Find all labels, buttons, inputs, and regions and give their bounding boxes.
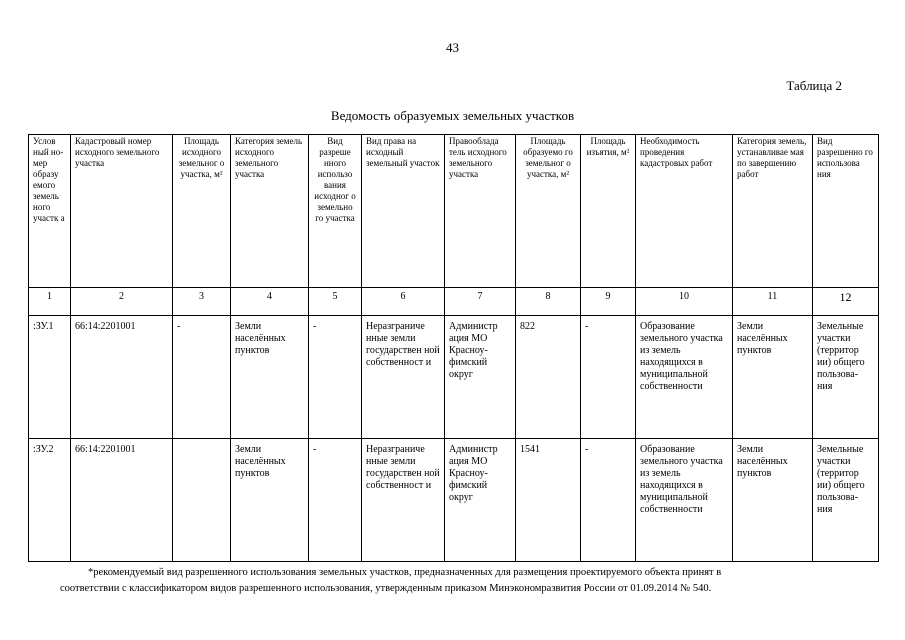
column-number: 10 bbox=[636, 288, 733, 316]
header-cell: Необходимость проведения кадастровых работ bbox=[636, 135, 733, 288]
land-plots-table bbox=[28, 134, 879, 562]
column-number: 8 bbox=[516, 288, 581, 316]
column-number: 6 bbox=[362, 288, 445, 316]
new-area-cell: 822 bbox=[516, 316, 581, 439]
source-area-cell bbox=[173, 439, 231, 562]
source-area-cell: - bbox=[173, 316, 231, 439]
table-row bbox=[29, 316, 879, 439]
column-number: 12 bbox=[813, 288, 879, 316]
right-type-cell: Неразграниче нные земли государствен ной собственност и bbox=[362, 316, 445, 439]
permitted-use-cell: Земельные участки (территор ии) общего пользова- ния bbox=[813, 316, 879, 439]
source-use-cell: - bbox=[309, 439, 362, 562]
permitted-use-cell: Земельные участки (территор ии) общего пользова- ния bbox=[813, 439, 879, 562]
header-cell: Категория земель, устанавливае мая по завершению работ bbox=[733, 135, 813, 288]
header-cell: Кадастровый номер исходного земельного участка bbox=[71, 135, 173, 288]
column-number: 7 bbox=[445, 288, 516, 316]
column-number: 2 bbox=[71, 288, 173, 316]
cadastral-works-cell: Образование земельного участка из земель находящихся в муниципальной собственности bbox=[636, 439, 733, 562]
seized-area-cell: - bbox=[581, 439, 636, 562]
plot-id-cell: :ЗУ.2 bbox=[29, 439, 71, 562]
header-cell: Услов ный но- мер образу емого земель ного участк а bbox=[29, 135, 71, 288]
column-number: 4 bbox=[231, 288, 309, 316]
column-number: 9 bbox=[581, 288, 636, 316]
header-cell: Площадь образуемо го земельног о участка, м² bbox=[516, 135, 581, 288]
table-label: Таблица 2 bbox=[786, 78, 842, 93]
plot-id-cell: :ЗУ.1 bbox=[29, 316, 71, 439]
seized-area-cell: - bbox=[581, 316, 636, 439]
column-number-row bbox=[29, 288, 879, 316]
category-after-cell: Земли населённых пунктов bbox=[733, 316, 813, 439]
page-number: 43 bbox=[446, 40, 459, 55]
header-cell: Площадь исходного земельног о участка, м² bbox=[173, 135, 231, 288]
column-number: 5 bbox=[309, 288, 362, 316]
document-title: Ведомость образуемых земельных участков bbox=[330, 108, 575, 123]
source-use-cell: - bbox=[309, 316, 362, 439]
cadastral-number-cell: 66:14:2201001 bbox=[71, 439, 173, 562]
right-type-cell: Неразграниче нные земли государствен ной собственност и bbox=[362, 439, 445, 562]
header-cell: Вид разрешенно го использова ния bbox=[813, 135, 879, 288]
header-cell: Вид права на исходный земельный участок bbox=[362, 135, 445, 288]
footnote-line: соответствии с классификатором видов разрешенного использования, утвержденным приказом Минэкономразвития России от 01.09.2014 № 540. bbox=[60, 583, 712, 594]
header-cell: Площадь изъятия, м² bbox=[581, 135, 636, 288]
header-cell: Категория земель исходного земельного участка bbox=[231, 135, 309, 288]
right-holder-cell: Администр ация МО Красноу- фимский округ bbox=[445, 439, 516, 562]
column-number: 3 bbox=[173, 288, 231, 316]
footnote bbox=[60, 565, 850, 597]
header-row bbox=[29, 135, 879, 288]
new-area-cell: 1541 bbox=[516, 439, 581, 562]
header-cell: Правооблада тель исходного земельного участка bbox=[445, 135, 516, 288]
column-number: 1 bbox=[29, 288, 71, 316]
cadastral-number-cell: 66:14:2201001 bbox=[71, 316, 173, 439]
header-cell: Вид разреше нного использо вания исходног о земельно го участка bbox=[309, 135, 362, 288]
cadastral-works-cell: Образование земельного участка из земель находящихся в муниципальной собственности bbox=[636, 316, 733, 439]
footnote-line: *рекомендуемый вид разрешенного использования земельных участков, предназначенных для размещения проектируемого объекта принят в bbox=[88, 567, 722, 578]
land-category-cell: Земли населённых пунктов bbox=[231, 439, 309, 562]
table-row bbox=[29, 439, 879, 562]
land-category-cell: Земли населённых пунктов bbox=[231, 316, 309, 439]
category-after-cell: Земли населённых пунктов bbox=[733, 439, 813, 562]
right-holder-cell: Администр ация МО Красноу- фимский округ bbox=[445, 316, 516, 439]
column-number: 11 bbox=[733, 288, 813, 316]
